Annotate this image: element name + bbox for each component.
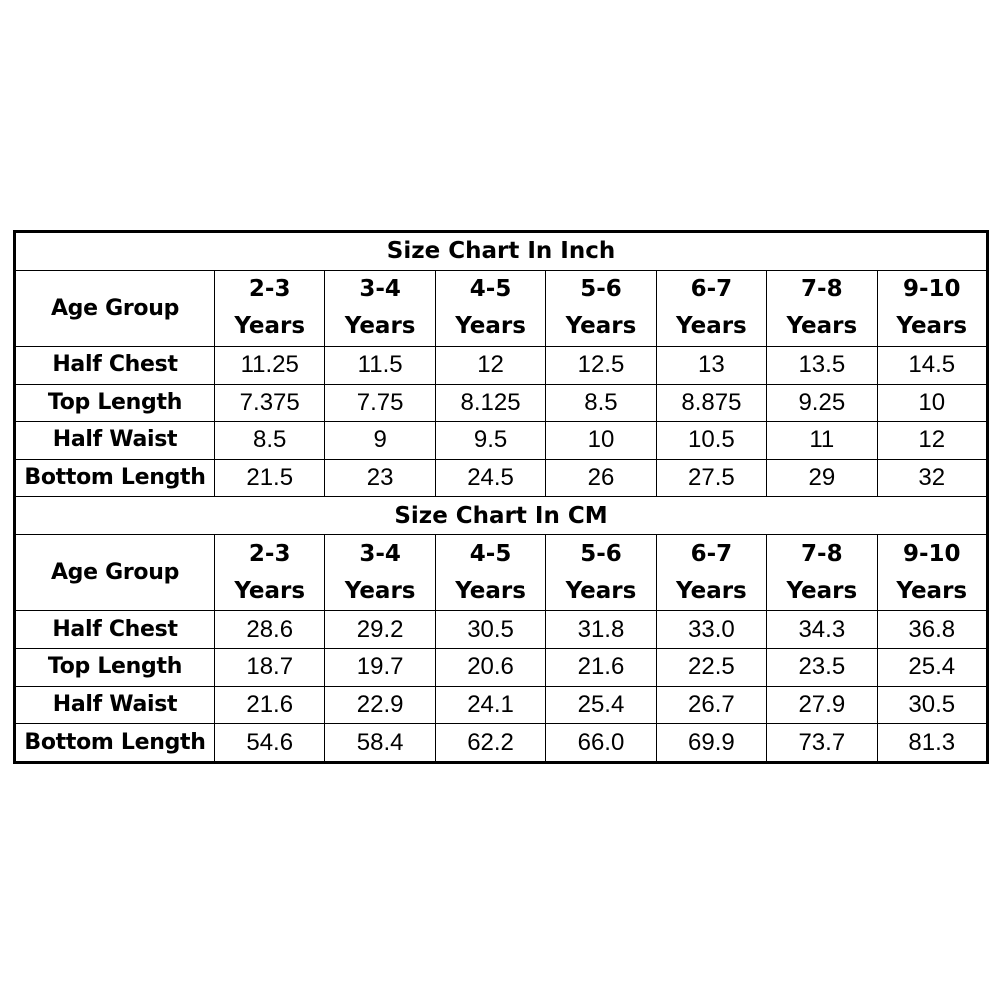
cm-table-row — [15, 611, 988, 649]
table-cell: 34.3 — [767, 611, 877, 649]
size-chart-table — [13, 230, 989, 764]
cm-table-row — [15, 648, 988, 686]
inch-header-row — [15, 270, 988, 346]
table-cell: 24.5 — [435, 459, 545, 497]
cm-title-row — [15, 497, 988, 535]
cm-age-header — [435, 535, 545, 611]
age-unit: Years — [896, 577, 968, 604]
row-label: Bottom Length — [15, 724, 215, 763]
age-range: 2-3 — [248, 540, 291, 567]
table-cell: 21.5 — [215, 459, 325, 497]
table-cell: 13.5 — [767, 346, 877, 384]
inch-table-row — [15, 384, 988, 422]
table-cell: 9 — [325, 422, 435, 460]
table-cell: 8.5 — [215, 422, 325, 460]
age-unit: Years — [344, 577, 416, 604]
table-cell: 14.5 — [877, 346, 987, 384]
table-cell: 30.5 — [435, 611, 545, 649]
age-unit: Years — [234, 313, 306, 340]
table-cell: 18.7 — [215, 648, 325, 686]
cm-age-header — [215, 535, 325, 611]
size-chart-body — [15, 232, 988, 763]
table-cell: 29 — [767, 459, 877, 497]
age-unit: Years — [676, 577, 747, 604]
age-unit: Years — [786, 313, 858, 340]
cm-table-row — [15, 686, 988, 724]
table-cell: 29.2 — [325, 611, 435, 649]
table-cell: 12 — [877, 422, 987, 460]
age-unit: Years — [896, 313, 968, 340]
inch-section-title: Size Chart In Inch — [15, 232, 988, 271]
table-cell: 27.5 — [656, 459, 766, 497]
row-label: Half Waist — [15, 422, 215, 460]
age-unit: Years — [786, 577, 858, 604]
table-cell: 20.6 — [435, 648, 545, 686]
table-cell: 11.25 — [215, 346, 325, 384]
cm-age-header — [767, 535, 877, 611]
inch-table-row — [15, 422, 988, 460]
cm-section-title: Size Chart In CM — [15, 497, 988, 535]
table-cell: 21.6 — [215, 686, 325, 724]
table-cell: 58.4 — [325, 724, 435, 763]
table-cell: 33.0 — [656, 611, 766, 649]
table-cell: 25.4 — [546, 686, 656, 724]
age-range: 6-7 — [690, 540, 733, 567]
inch-age-header — [877, 270, 987, 346]
table-cell: 11.5 — [325, 346, 435, 384]
cm-header-row — [15, 535, 988, 611]
table-cell: 25.4 — [877, 648, 987, 686]
table-cell: 9.25 — [767, 384, 877, 422]
inch-age-group-label: Age Group — [15, 270, 215, 346]
inch-age-header — [435, 270, 545, 346]
inch-age-header — [767, 270, 877, 346]
age-range: 4-5 — [469, 276, 512, 303]
table-cell: 23.5 — [767, 648, 877, 686]
table-cell: 23 — [325, 459, 435, 497]
table-cell: 13 — [656, 346, 766, 384]
row-label: Half Waist — [15, 686, 215, 724]
table-cell: 36.8 — [877, 611, 987, 649]
row-label: Half Chest — [15, 611, 215, 649]
table-cell: 21.6 — [546, 648, 656, 686]
table-cell: 32 — [877, 459, 987, 497]
inch-table-row — [15, 459, 988, 497]
table-cell: 10 — [877, 384, 987, 422]
age-range: 2-3 — [248, 276, 291, 303]
table-cell: 54.6 — [215, 724, 325, 763]
table-cell: 9.5 — [435, 422, 545, 460]
age-range: 9-10 — [902, 276, 961, 303]
table-cell: 22.9 — [325, 686, 435, 724]
age-unit: Years — [565, 313, 637, 340]
cm-age-header — [325, 535, 435, 611]
row-label: Half Chest — [15, 346, 215, 384]
table-cell: 12 — [435, 346, 545, 384]
inch-age-header — [656, 270, 766, 346]
table-cell: 24.1 — [435, 686, 545, 724]
table-cell: 30.5 — [877, 686, 987, 724]
table-cell: 19.7 — [325, 648, 435, 686]
inch-title-row — [15, 232, 988, 271]
table-cell: 28.6 — [215, 611, 325, 649]
age-range: 3-4 — [359, 276, 401, 303]
age-range: 9-10 — [902, 540, 961, 567]
table-cell: 7.375 — [215, 384, 325, 422]
cm-age-header — [877, 535, 987, 611]
cm-age-group-label: Age Group — [15, 535, 215, 611]
table-cell: 8.875 — [656, 384, 766, 422]
age-range: 5-6 — [580, 540, 622, 567]
age-unit: Years — [344, 313, 416, 340]
age-unit: Years — [455, 577, 526, 604]
age-range: 4-5 — [469, 540, 512, 567]
age-range: 6-7 — [690, 276, 733, 303]
table-cell: 7.75 — [325, 384, 435, 422]
age-unit: Years — [455, 313, 526, 340]
inch-age-header — [215, 270, 325, 346]
table-cell: 66.0 — [546, 724, 656, 763]
table-cell: 62.2 — [435, 724, 545, 763]
cm-age-header — [656, 535, 766, 611]
row-label: Top Length — [15, 384, 215, 422]
age-unit: Years — [234, 577, 306, 604]
cm-age-header — [546, 535, 656, 611]
table-cell: 11 — [767, 422, 877, 460]
table-cell: 27.9 — [767, 686, 877, 724]
table-cell: 8.5 — [546, 384, 656, 422]
table-cell: 12.5 — [546, 346, 656, 384]
table-cell: 31.8 — [546, 611, 656, 649]
table-cell: 73.7 — [767, 724, 877, 763]
age-range: 7-8 — [801, 540, 843, 567]
table-cell: 10 — [546, 422, 656, 460]
row-label: Top Length — [15, 648, 215, 686]
age-range: 7-8 — [801, 276, 843, 303]
age-range: 3-4 — [359, 540, 401, 567]
table-cell: 26.7 — [656, 686, 766, 724]
inch-table-row — [15, 346, 988, 384]
age-unit: Years — [676, 313, 747, 340]
inch-age-header — [546, 270, 656, 346]
table-cell: 22.5 — [656, 648, 766, 686]
table-cell: 26 — [546, 459, 656, 497]
table-cell: 69.9 — [656, 724, 766, 763]
row-label: Bottom Length — [15, 459, 215, 497]
table-cell: 8.125 — [435, 384, 545, 422]
cm-table-row — [15, 724, 988, 763]
inch-age-header — [325, 270, 435, 346]
table-cell: 81.3 — [877, 724, 987, 763]
age-range: 5-6 — [580, 276, 622, 303]
table-cell: 10.5 — [656, 422, 766, 460]
age-unit: Years — [565, 577, 637, 604]
